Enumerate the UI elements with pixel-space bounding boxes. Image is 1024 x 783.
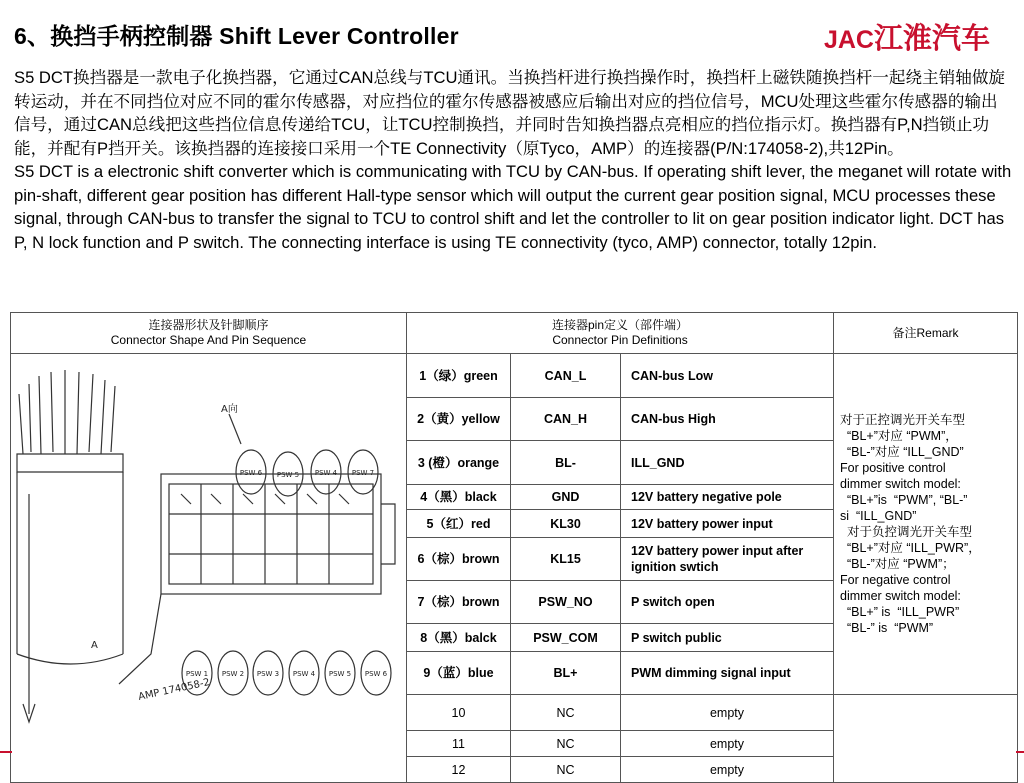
pin-cell: 4（黑）black [407,485,511,510]
table-header-row [11,313,1018,354]
pin-cell: 9（蓝）blue [407,652,511,695]
header-shape-cn: 连接器形状及针脚顺序 [148,318,269,332]
pin-cell: 2（黄）yellow [407,398,511,441]
signal-cell: NC [511,695,621,731]
pin-cell: 6（棕）brown [407,538,511,581]
remark-line: “BL-”对应 “ILL_GND” [840,445,964,459]
remark-line: For negative control [840,573,951,587]
jac-logo [824,16,990,57]
header-def-en: Connector Pin Definitions [552,333,688,347]
remark-line: 对于负控调光开关车型 [840,525,972,539]
connector-drawing [11,354,405,782]
remark-line: “BL-”对应 “PWM”； [840,557,955,571]
connector-drawing-cell [11,354,407,783]
description-cell: empty [621,757,834,783]
arrow-label: A [91,640,98,651]
description-cell: PWM dimming signal input [621,652,834,695]
bottom-pin-label: PSW 6 [364,670,388,678]
bottom-pin-label: PSW 3 [256,670,280,678]
remark-line: For positive control [840,461,946,475]
description-cell: P switch public [621,624,834,652]
pin-cell: 3 (橙）orange [407,441,511,485]
pin-cell: 1（绿）green [407,354,511,398]
remark-line: 对于正控调光开关车型 [840,413,966,427]
signal-cell: BL+ [511,652,621,695]
description-cn: S5 DCT换挡器是一款电子化换挡器，它通过CAN总线与TCU通讯。当换挡杆进行换挡操作时，换挡杆上磁铁随换挡杆一起绕主销轴做旋转运动，并在不同挡位对应不同的霍尔传感器，对应挡位的霍尔传感器被感应后输出对应的挡位信号，MCU处理这些霍尔传感器的输出信号，通过CAN总线把这些挡位信息传递给TCU，让TCU控制换挡，并同时告知换挡器点亮相应的挡位指示灯。换挡器有P,N挡锁止功能，并配有P挡开关。该换挡器的连接接口采用一个TE Connectivity（原Tyco，AMP）的连接器(P/N:174058-2),共12Pin。 [14,68,1006,158]
signal-cell: GND [511,485,621,510]
table-row [11,354,1018,398]
description-cell: 12V battery power input after ignition swtich [621,538,834,581]
remark-line: dimmer switch model: [840,477,961,491]
logo-text-en: JAC [823,26,874,54]
page-title: 6、换挡手柄控制器 Shift Lever Controller [14,23,459,49]
footer-accent-left [0,751,12,753]
description-cell: ILL_GND [621,441,834,485]
top-pin-label: PSW 7 [351,469,375,477]
bottom-pin-label: PSW 2 [221,670,245,678]
pin-cell: 11 [407,731,511,757]
signal-cell: KL30 [511,510,621,538]
signal-cell: BL- [511,441,621,485]
header-pin-definitions [407,313,834,354]
pin-cell: 7（棕）brown [407,581,511,624]
description-cell: empty [621,695,834,731]
remark-empty-cell [834,695,1018,783]
view-label: A向 [221,404,238,415]
top-pin-label: PSW 4 [314,469,338,477]
description-cell: 12V battery negative pole [621,485,834,510]
signal-cell: PSW_COM [511,624,621,652]
header-def-cn: 连接器pin定义（部件端） [552,318,689,332]
description [14,66,1014,254]
top-pin-label: PSW 5 [276,471,300,479]
remark-line: “BL+”对应 “PWM”， [840,429,958,443]
footer-accent-right [1016,751,1024,753]
description-en: S5 DCT is a electronic shift converter which is communicating with TCU by CAN-bus. If operating shift lever, the meganet will rotate with pin-shaft, different gear position has different Hall-type sensor which will output the current gear position signal, MCU processes these signal, through CAN-bus to transfer the signal to TCU to control shift and let the controller to lit on gear position indicator light. DCT has P, N lock function and P switch. The connecting interface is using TE connectivity (tyco, AMP) connector, totally 12pin. [14,162,1012,252]
bottom-pin-label: PSW 4 [292,670,316,678]
header-shape-en: Connector Shape And Pin Sequence [110,333,307,347]
logo-text-cn: 江淮汽车 [873,23,990,55]
remark-line: dimmer switch model: [840,589,961,603]
signal-cell: NC [511,731,621,757]
bottom-pin-label: PSW 5 [328,670,352,678]
signal-cell: NC [511,757,621,783]
header-connector-shape [11,313,407,354]
description-cell: P switch open [621,581,834,624]
signal-cell: KL15 [511,538,621,581]
remark-line: “BL+” is “ILL_PWR” [840,605,960,619]
description-cell: CAN-bus High [621,398,834,441]
pin-definition-table [10,312,1018,783]
remark-line: si “ILL_GND” [840,509,917,523]
pin-cell: 5（红）red [407,510,511,538]
remark-line: “BL-” is “PWM” [840,621,934,635]
signal-cell: CAN_L [511,354,621,398]
part-number-label: AMP 174058-2 [137,677,211,703]
description-cell: empty [621,731,834,757]
pin-cell: 8（黑）balck [407,624,511,652]
remark-line: “BL+”is “PWM”, “BL-” [840,493,968,507]
description-cell: CAN-bus Low [621,354,834,398]
signal-cell: CAN_H [511,398,621,441]
pin-cell: 12 [407,757,511,783]
top-pin-label: PSW 6 [239,469,263,477]
header-remark: 备注Remark [834,313,1018,354]
description-cell: 12V battery power input [621,510,834,538]
signal-cell: PSW_NO [511,581,621,624]
pin-cell: 10 [407,695,511,731]
remark-line: “BL+”对应 “ILL_PWR”， [840,541,981,555]
remark-cell [834,354,1018,695]
bottom-pin-label: PSW 1 [185,670,209,678]
